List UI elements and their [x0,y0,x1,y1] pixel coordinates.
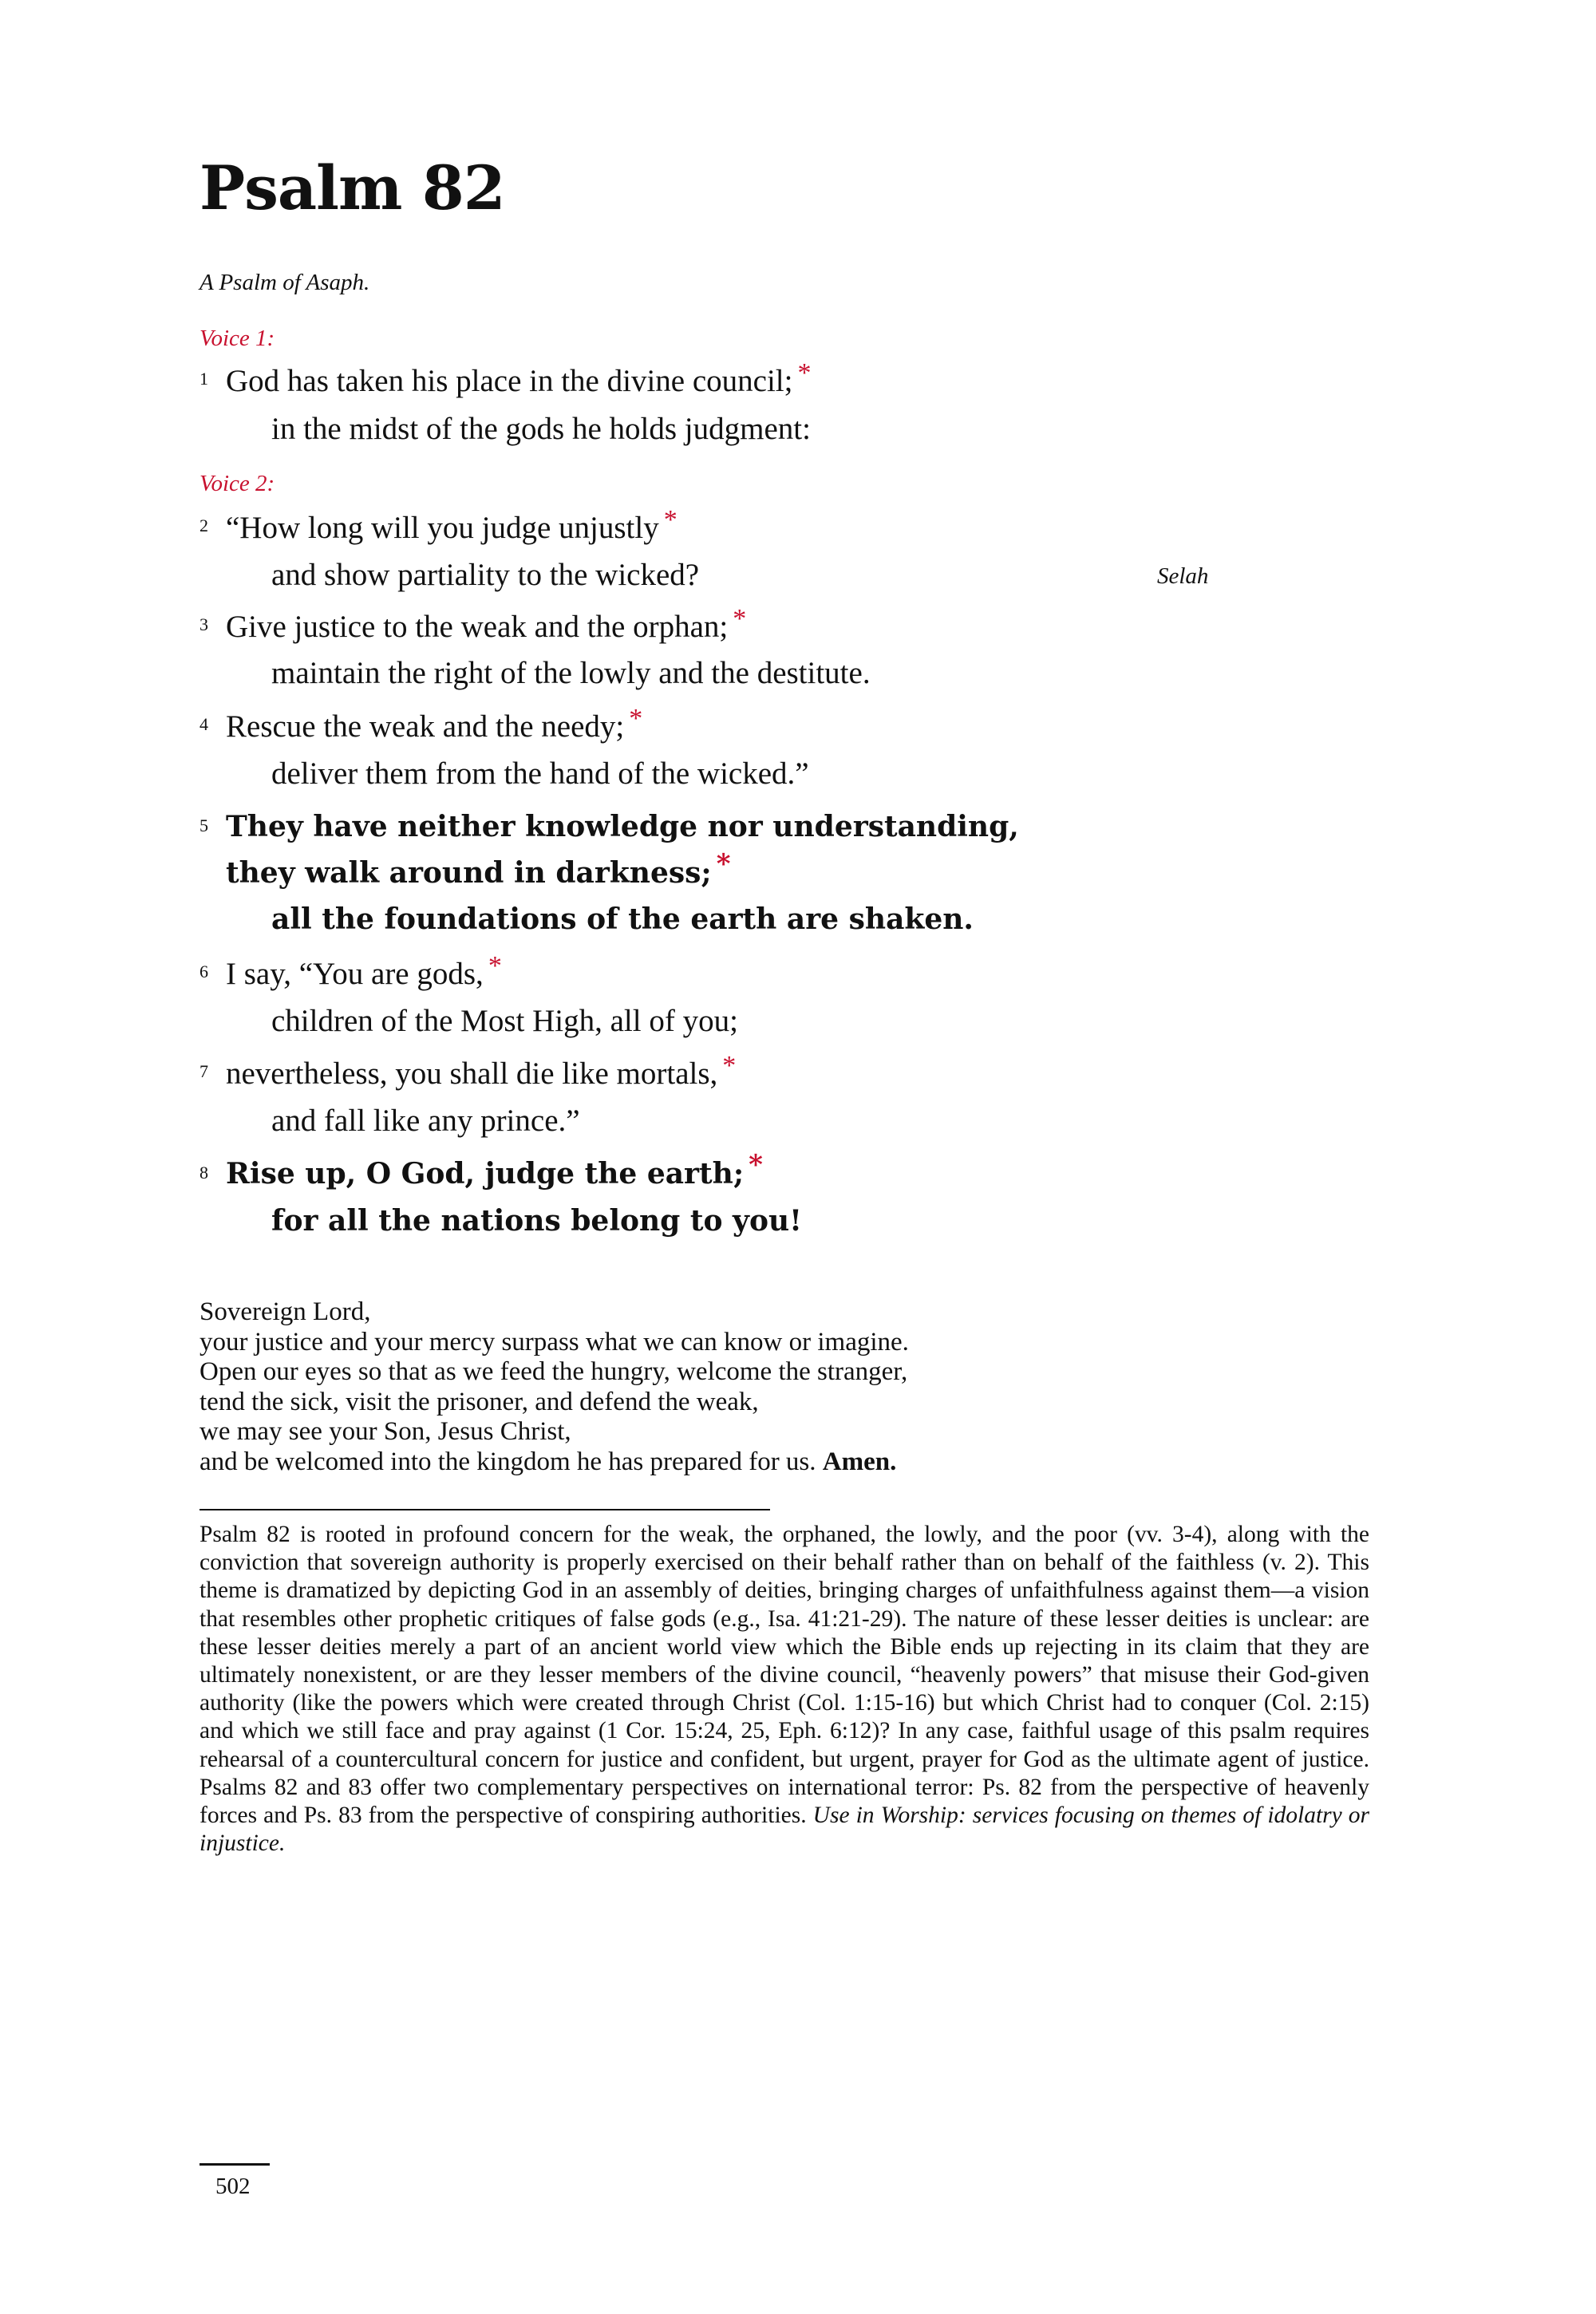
asterisk-mark: * [722,1051,737,1080]
prayer-line: Open our eyes so that as we feed the hungry, welcome the stranger, [200,1357,908,1386]
prayer-line: your justice and your mercy surpass what we can know or imagine. [200,1327,909,1356]
verse-line [226,358,812,398]
verse-line-indent: and show partiality to the wicked? [271,558,700,592]
verse-line-indent: deliver them from the hand of the wicked.” [271,756,809,791]
verse-text: Rescue the weak and the needy; [226,709,625,744]
verse-line: They have neither knowledge nor understanding, [226,810,1019,843]
voice-label-2: Voice 2: [200,471,275,496]
asterisk-mark: * [733,604,747,634]
asterisk-mark: * [629,704,643,733]
verse-number: 1 [200,369,208,389]
verse-number: 5 [200,815,208,835]
superscription: A Psalm of Asaph. [200,270,370,295]
selah-mark: Selah [1157,563,1209,589]
verse-line [226,505,678,545]
verse-text: “How long will you judge unjustly [226,511,659,545]
verse-line-indent: children of the Most High, all of you; [271,1004,738,1038]
footnote-divider [200,1509,770,1510]
verse-text: they walk around in darkness; [226,856,712,890]
verse-text: God has taken his place in the divine council; [226,364,793,398]
prayer-line: Sovereign Lord, [200,1297,371,1326]
verse-line-indent: all the foundations of the earth are shaken. [271,902,974,936]
verse-line [226,951,502,991]
asterisk-mark: * [716,848,731,880]
page-title: Psalm 82 [200,152,505,223]
note-text: Psalm 82 is rooted in profound concern for the weak, the orphaned, the lowly, and the poor (vv. 3-4), along with the conviction that sovereign authority is properly exercised on their behalf rather than on behalf of the faithless (v. 2). This theme is dramatized by depicting God in an assembly of deities, bringing charges of unfaithfulness against them—a vision that resembles other prophetic critiques of false gods (e.g., Isa. 41:21-29). The nature of these lesser deities is unclear: are these lesser deities merely a part of an ancient world view which the Bible ends up rejecting in its claim that they are ultimately nonexistent, or are they lesser members of the divine council, “heavenly powers” that misuse their God-given authority (like the powers which were created through Christ (Col. 1:15-16) but which Christ had to conquer (Col. 2:15) and which we still face and pray against (1 Cor. 15:24, 25, Eph. 6:12)? In any case, faithful usage of this psalm requires rehearsal of a countercultural concern for justice and confident, but urgent, prayer for God as the ultimate agent of justice. Psalms 82 and 83 offer two complementary perspectives on international terror: Ps. 82 from the perspective of heavenly forces and Ps. 83 from the perspective of conspiring authorities. [200,1522,1369,1829]
verse-number: 2 [200,515,208,535]
verse-line [226,604,747,644]
asterisk-mark: * [488,951,502,981]
verse-text: I say, “You are gods, [226,957,484,991]
psalm-prayer [200,1297,1157,1477]
verse-line-indent: in the midst of the gods he holds judgment: [271,412,811,446]
verse-line [226,1051,737,1091]
page-number-rule [200,2163,270,2166]
asterisk-mark: * [797,358,812,388]
voice-label-1: Voice 1: [200,326,275,351]
prayer-line: tend the sick, visit the prisoner, and defend the weak, [200,1387,759,1416]
commentary-note [200,1521,1369,1858]
verse-line [226,704,643,744]
prayer-line-last [200,1447,1157,1478]
prayer-line: we may see your Son, Jesus Christ, [200,1417,571,1446]
verse-number: 6 [200,962,208,981]
verse-number: 4 [200,714,208,734]
verse-text: Give justice to the weak and the orphan; [226,610,729,644]
prayer-text: and be welcomed into the kingdom he has prepared for us. [200,1447,816,1476]
verse-line-indent: for all the nations belong to you! [271,1204,802,1238]
amen: Amen. [822,1447,897,1476]
verse-number: 3 [200,614,208,634]
verse-number: 8 [200,1163,208,1183]
verse-line-indent: and fall like any prince.” [271,1104,580,1138]
usage-note: Use in Worship: services focusing on themes of idolatry or injustice. [200,1803,1370,1857]
verse-line [226,848,731,890]
verse-line [226,1149,763,1191]
verse-number: 7 [200,1061,208,1081]
asterisk-mark: * [749,1149,763,1181]
page-number: 502 [215,2174,251,2199]
asterisk-mark: * [663,505,678,535]
verse-text: Rise up, O God, judge the earth; [226,1157,745,1191]
verse-text: nevertheless, you shall die like mortals, [226,1056,718,1091]
verse-line-indent: maintain the right of the lowly and the destitute. [271,656,871,690]
